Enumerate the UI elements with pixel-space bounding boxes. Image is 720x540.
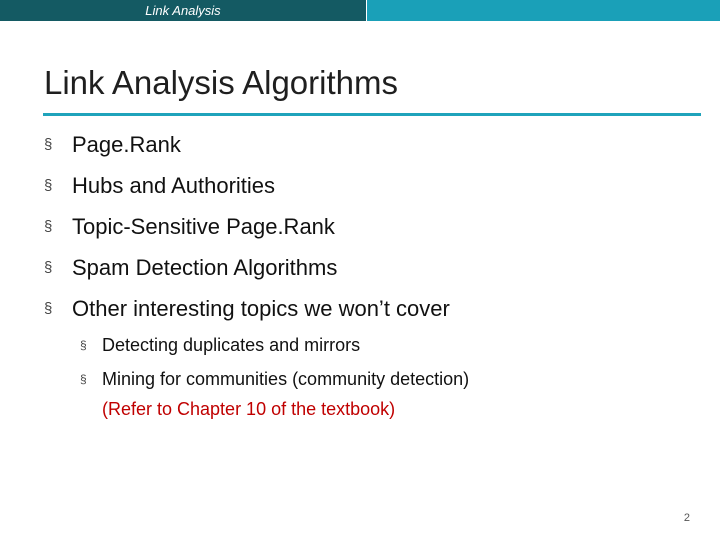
bullet-marker-icon: §: [44, 259, 53, 276]
header-bar-light: [367, 0, 720, 21]
bullet-text: Hubs and Authorities: [72, 173, 276, 198]
page-number: 2: [683, 512, 690, 524]
bullet-text: Page.Rank: [72, 132, 181, 157]
textbook-reference-note: (Refer to Chapter 10 of the textbook): [102, 399, 396, 419]
bullet-marker-icon: §: [44, 218, 53, 235]
bullet-marker-icon: §: [44, 300, 53, 317]
title-underline: [43, 113, 701, 116]
sub-bullet-marker-icon: §: [80, 372, 87, 386]
bullet-text: Topic-Sensitive Page.Rank: [72, 214, 335, 239]
section-label: Link Analysis: [145, 3, 221, 18]
header-bar: [0, 0, 720, 21]
bullet-text: Other interesting topics we won’t cover: [72, 296, 450, 321]
bullet-marker-icon: §: [44, 136, 53, 153]
sub-bullet-marker-icon: §: [80, 338, 87, 352]
bullet-text: Spam Detection Algorithms: [72, 255, 338, 280]
sub-bullet-text: Mining for communities (community detection): [102, 369, 470, 389]
slide-title: Link Analysis Algorithms: [44, 64, 398, 101]
bullet-marker-icon: §: [44, 177, 53, 194]
sub-bullet-text: Detecting duplicates and mirrors: [102, 335, 361, 355]
